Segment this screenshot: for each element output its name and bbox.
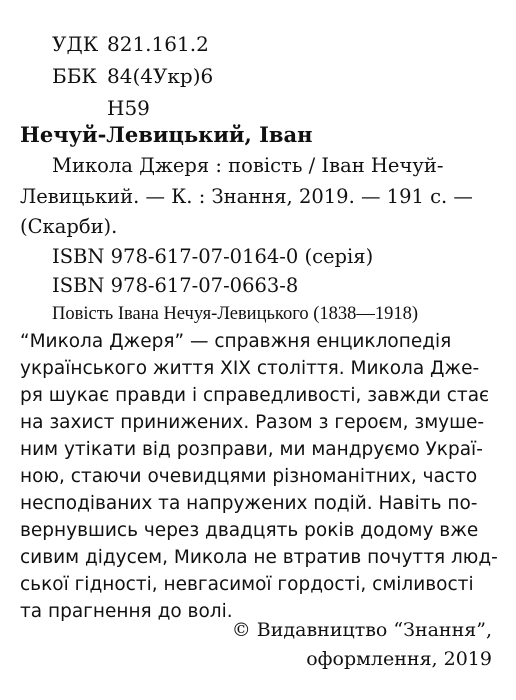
- bbk-row: [52, 60, 213, 92]
- annotation-line: Повість Івана Нечуя-Левицького (1838—1918): [52, 304, 419, 324]
- bibliographic-line-3: (Скарби).: [20, 215, 118, 238]
- udk-row: [52, 28, 213, 60]
- annotation-line: ря шукає правди і справедливості, завжди стає: [20, 385, 490, 406]
- bbk-value: 84(4Укр)6: [107, 64, 214, 88]
- annotation-line: “Микола Джеря” — справжня енциклопедія: [20, 331, 452, 352]
- udk-value: 821.161.2: [107, 32, 209, 56]
- copyright-line-1: © Видавництво “Знання”,: [231, 619, 492, 641]
- copyright-block: [232, 616, 492, 674]
- annotation-line: та прагнення до волі.: [20, 601, 233, 622]
- annotation-line: сивим дідусем, Микола не втратив почуття люд-: [20, 547, 498, 568]
- isbn-series: ISBN 978-617-07-0164-0 (серія): [52, 245, 374, 268]
- annotation-line: ської гідності, невгасимої гордості, сміливості: [20, 574, 474, 595]
- annotation-line: вернувшись через двадцять років додому вже: [20, 520, 479, 541]
- author-mark-row: [52, 92, 213, 124]
- annotation-line: несподіваних та напружених подій. Навіть по-: [20, 493, 478, 514]
- author-heading: Нечуй-Левицький, Іван: [20, 122, 313, 147]
- copyright-line-2: оформлення, 2019: [306, 648, 492, 670]
- author-mark: Н59: [107, 96, 150, 120]
- bbk-label: ББК: [52, 64, 97, 88]
- annotation-line: ною, стаючи очевидцями різноманітних, часто: [20, 466, 478, 487]
- classification-codes: [52, 28, 213, 124]
- annotation-line: на захист принижених. Разом з героєм, змуше-: [20, 412, 485, 433]
- isbn-book: ISBN 978-617-07-0663-8: [52, 274, 299, 297]
- annotation-line: українського життя XIX століття. Микола Дже-: [20, 358, 480, 379]
- bibliographic-line-1: Микола Джеря : повість / Іван Нечуй-: [52, 154, 444, 177]
- annotation-line: ним утікати від розправи, ми мандруємо Украї-: [20, 439, 483, 460]
- bibliographic-line-2: Левицький. — К. : Знання, 2019. — 191 с. —: [20, 185, 473, 208]
- udk-label: УДК: [52, 32, 99, 56]
